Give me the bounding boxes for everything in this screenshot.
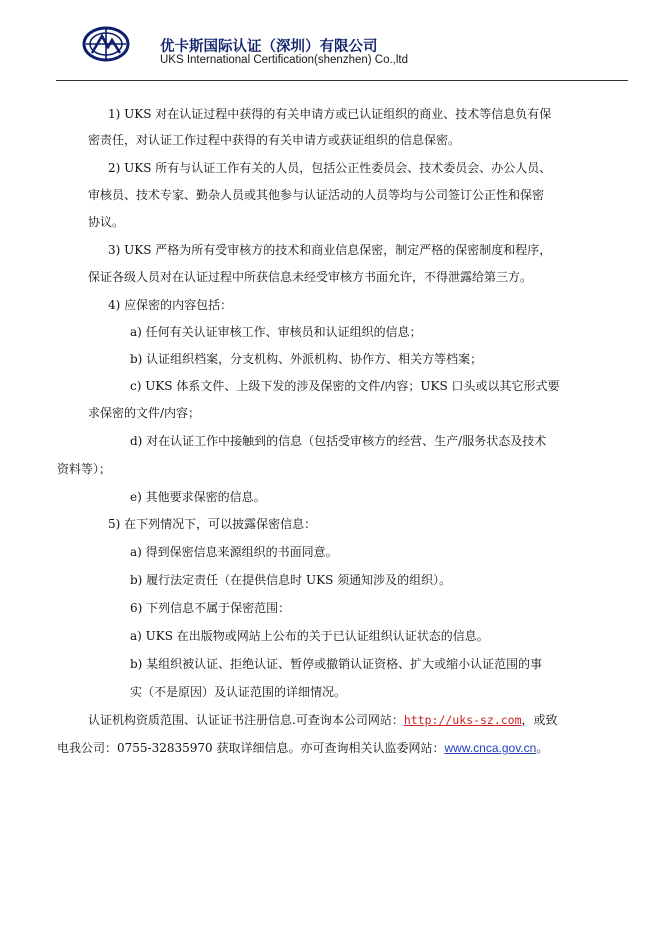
para-4-item-c-line-1: c) UKS 体系文件、上级下发的涉及保密的文件/内容；UKS 口头或以其它形式要 — [130, 379, 560, 393]
para-5-item-a: a) 得到保密信息来源组织的书面同意。 — [130, 545, 338, 559]
page-header — [0, 0, 653, 82]
para-4-item-d-line-1: d) 对在认证工作中接触到的信息（包括受审核方的经营、生产/服务状态及技术 — [130, 434, 547, 448]
para-6-item-b-line-2: 实（不是原因）及认证范围的详细情况。 — [130, 685, 347, 699]
para-2-line-3: 协议。 — [88, 215, 125, 229]
para-1-line-2: 密责任，对认证工作过程中获得的有关申请方或获证组织的信息保密。 — [88, 133, 461, 147]
para-6-heading: 6) 下列信息不属于保密范围： — [130, 601, 291, 615]
footer-line-2 — [57, 740, 548, 756]
para-4-item-a: a) 任何有关认证审核工作、审核员和认证组织的信息； — [130, 325, 422, 339]
para-5-item-b: b) 履行法定责任（在提供信息时 UKS 须通知涉及的组织）。 — [130, 573, 452, 587]
footer-line-2-tail: 。 — [536, 741, 549, 755]
footer-line-1 — [88, 712, 558, 728]
footer-line-1-tail: ，或致 — [521, 713, 558, 727]
footer-line-2-text: 电我公司：0755-32835970 获取详细信息。亦可查询相关认监委网站： — [57, 741, 445, 755]
para-6-item-a: a) UKS 在出版物或网站上公布的关于已认证组织认证状态的信息。 — [130, 629, 489, 643]
para-6-item-b-line-1: b) 某组织被认证、拒绝认证、暂停或撤销认证资格、扩大或缩小认证范围的事 — [130, 657, 543, 671]
para-3-line-1: 3) UKS 严格为所有受审核方的技术和商业信息保密，制定严格的保密制度和程序， — [108, 243, 552, 257]
para-1-line-1: 1) UKS 对在认证过程中获得的有关申请方或已认证组织的商业、技术等信息负有保 — [108, 107, 552, 121]
para-5-heading: 5) 在下列情况下，可以披露保密信息： — [108, 517, 317, 531]
uks-globe-logo-icon — [82, 26, 130, 62]
para-4-item-d-line-2: 资料等）； — [57, 462, 112, 476]
footer-line-1-text: 认证机构资质范围、认证证书注册信息.可查询本公司网站： — [88, 713, 404, 727]
header-divider — [56, 80, 628, 81]
para-4-item-b: b) 认证组织档案，分支机构、外派机构、协作方、相关方等档案； — [130, 352, 483, 366]
para-4-heading: 4) 应保密的内容包括： — [108, 298, 233, 312]
para-4-item-c-line-2: 求保密的文件/内容； — [88, 406, 201, 420]
para-2-line-2: 审核员、技术专家、勤杂人员或其他参与认证活动的人员等均与公司签订公正性和保密 — [88, 188, 545, 202]
company-name-cn: 优卡斯国际认证（深圳）有限公司 — [160, 39, 378, 55]
company-website-link[interactable]: http://uks-sz.com — [403, 713, 522, 727]
para-4-item-e: e) 其他要求保密的信息。 — [130, 490, 266, 504]
cnca-website-link[interactable]: www.cnca.gov.cn — [444, 741, 537, 755]
company-name-en: UKS International Certification(shenzhen) Co.,ltd — [160, 54, 409, 66]
para-3-line-2: 保证各级人员对在认证过程中所获信息未经受审核方书面允许，不得泄露给第三方。 — [88, 270, 533, 284]
para-2-line-1: 2) UKS 所有与认证工作有关的人员，包括公正性委员会、技术委员会、办公人员、 — [108, 161, 552, 175]
